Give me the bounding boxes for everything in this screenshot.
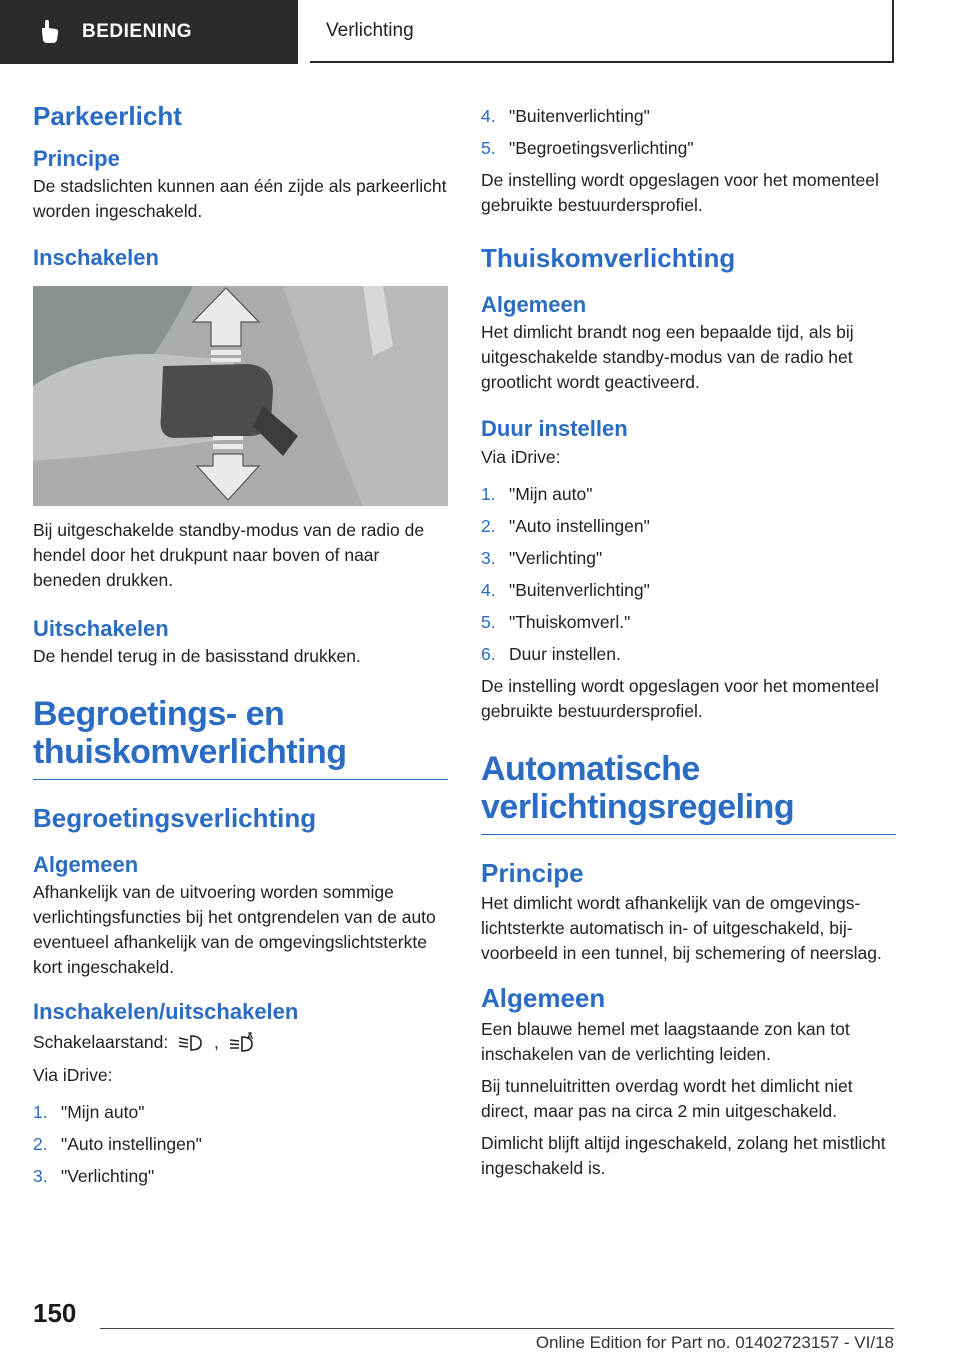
heading-principe-auto: Principe — [481, 857, 584, 888]
list-item: 4. "Buitenverlichting" — [481, 106, 650, 126]
heading-uitschakelen: Uitschakelen — [33, 615, 169, 641]
page-number: 150 — [33, 1298, 77, 1328]
idrive-steps-thuiskom — [481, 482, 896, 667]
auto-algemeen-p2: Bij tunneluitritten overdag wordt het dimlicht niet direct, maar pas na circa 2 min uitgeschakeld. — [481, 1075, 853, 1121]
low-beam-icon — [177, 1033, 205, 1053]
auto-light-icon — [228, 1032, 258, 1054]
footer-divider — [100, 1328, 894, 1329]
lever-figure — [33, 286, 448, 506]
algemeen-text: Afhankelijk van de uitvoering worden sommige verlichtingsfuncties bij het ontgrendelen van de auto eventueel afhankelijk van de omgevingslichtsterkte kort ingeschakeld. — [33, 882, 436, 977]
left-column — [33, 100, 448, 1196]
auto-principe-text: Het dimlicht wordt afhankelijk van de omgevingslichtsterkte automatisch in- of uitgeschakeld, bijvoorbeeld in een tunnel, bij schemering of neerslag. — [481, 893, 882, 963]
saved-note-thuiskom: De instelling wordt opgeslagen voor het momenteel gebruikte bestuurdersprofiel. — [481, 675, 879, 721]
list-item: 1. "Mijn auto" — [481, 483, 593, 504]
list-item: 3. "Verlichting" — [481, 547, 603, 568]
principe-text: De stadslichten kunnen aan één zijde als parkeerlicht worden ingeschakeld. — [33, 176, 447, 221]
list-item: 3. "Verlichting" — [33, 1165, 155, 1186]
list-item: 2. "Auto instellingen" — [33, 1133, 202, 1154]
list-item: 1. "Mijn auto" — [33, 1101, 145, 1122]
chapter-title-line1-right: Automatische — [481, 749, 700, 788]
schakelaarstand-line — [33, 1030, 448, 1055]
section-title: BEDIENING — [82, 21, 193, 42]
page-footer — [0, 1290, 960, 1362]
idrive-steps-left — [33, 1100, 448, 1189]
via-idrive-right: Via iDrive: — [481, 446, 561, 467]
thuiskom-algemeen-text: Het dimlicht brandt nog een bepaalde tijd, als bij uitgeschakelde standby-modus van de radio het grootlicht wordt geactiveerd. — [481, 322, 854, 392]
right-column — [481, 104, 896, 1181]
chapter-title-line2-right: verlichtingsregeling — [481, 787, 795, 826]
heading-duur-instellen: Duur instellen — [481, 416, 628, 441]
saved-note-begroeting: De instelling wordt opgeslagen voor het momenteel gebruikte bestuurdersprofiel. — [481, 170, 879, 215]
via-idrive-left: Via iDrive: — [33, 1064, 113, 1085]
edition-note: Online Edition for Part no. 01402723157 - VI/18 — [535, 1333, 894, 1352]
figure-caption: Bij uitgeschakelde standby-modus van de radio de hendel door het drukpunt naar boven of naar beneden drukken. — [33, 519, 425, 590]
auto-algemeen-p3: Dimlicht blijft altijd ingeschakeld, zolang het mistlicht ingeschakeld is. — [481, 1132, 886, 1178]
heading-inschakelen: Inschakelen — [33, 245, 159, 270]
heading-principe: Principe — [33, 145, 120, 171]
heading-parkeerlicht: Parkeerlicht — [33, 101, 182, 131]
schakelaarstand-separator: , — [213, 1031, 219, 1052]
heading-thuiskomverlichting: Thuiskomverlichting — [481, 243, 736, 273]
chapter-heading-begroeting — [33, 695, 448, 780]
topic-tab — [310, 0, 894, 63]
turn-signal-lever-illustration — [33, 286, 448, 506]
idrive-steps-continued — [481, 104, 896, 161]
list-item: 5. "Begroetingsverlichting" — [481, 138, 694, 158]
list-item: 2. "Auto instellingen" — [481, 515, 650, 536]
chapter-title-line2: thuiskomverlichting — [33, 733, 347, 771]
list-item: 4. "Buitenverlichting" — [481, 579, 650, 600]
chapter-heading-automatische — [481, 750, 896, 835]
heading-algemeen-thuiskom: Algemeen — [481, 291, 587, 317]
heading-algemeen-auto: Algemeen — [481, 983, 606, 1013]
list-item: 6. Duur instellen. — [481, 643, 621, 664]
topic-title: Verlichting — [326, 19, 414, 41]
pointing-hand-icon — [36, 19, 62, 45]
uitschakelen-text: De hendel terug in de basisstand drukken. — [33, 646, 361, 666]
section-tab — [0, 0, 298, 64]
heading-algemeen: Algemeen — [33, 851, 139, 877]
auto-algemeen-p1: Een blauwe hemel met laagstaande zon kan tot inschakelen van de verlichting leiden. — [481, 1018, 850, 1064]
chapter-title-line1: Begroetings- en — [33, 695, 285, 733]
heading-inschakelen-uitschakelen: Inschakelen/uitschakelen — [33, 999, 299, 1024]
list-item: 5. "Thuiskomverl." — [481, 611, 631, 632]
heading-begroetingsverlichting: Begroetingsverlichting — [33, 803, 317, 833]
schakelaarstand-label: Schakelaarstand: — [33, 1031, 169, 1052]
